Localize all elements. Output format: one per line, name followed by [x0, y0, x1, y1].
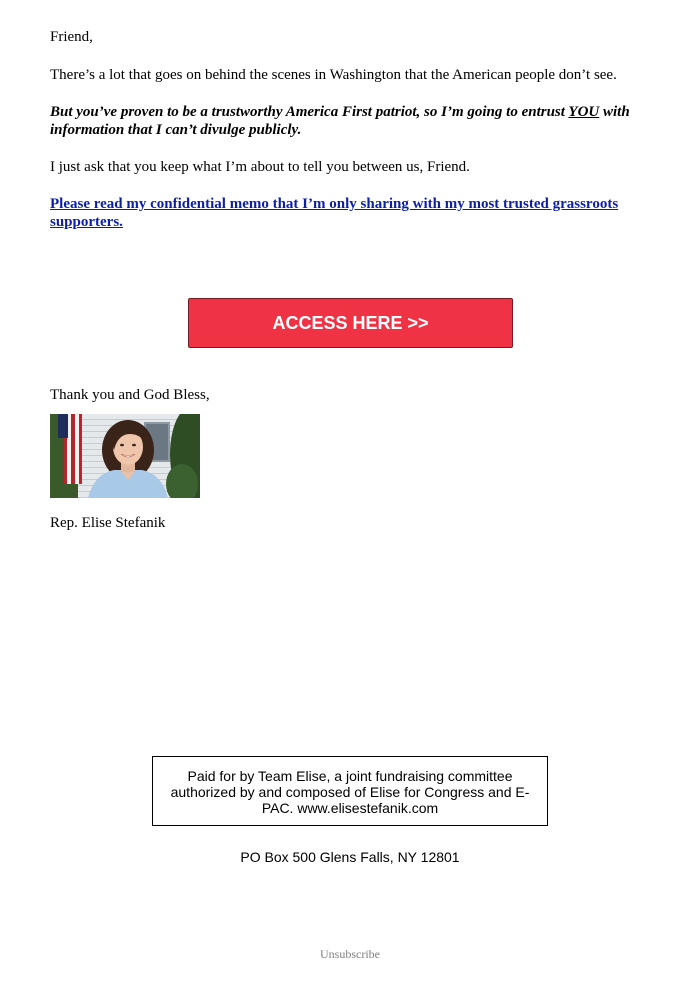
signature-photo — [50, 414, 200, 498]
memo-link[interactable]: Please read my confidential memo that I’m only sharing with my most trusted grassroots supporters. — [50, 196, 619, 230]
emphasis-text-1: But you’ve proven to be a trustworthy America First patriot, so I’m going to entrust — [50, 104, 569, 120]
emphasis-you: YOU — [568, 104, 600, 120]
intro-paragraph: There’s a lot that goes on behind the scenes in Washington that the American people don’t see. — [50, 67, 617, 83]
memo-paragraph — [50, 195, 650, 231]
unsubscribe-container — [0, 945, 700, 963]
emphasis-text-2: with information that I can’t divulge publicly. — [50, 104, 630, 138]
access-here-button[interactable]: ACCESS HERE >> — [188, 298, 513, 348]
ask-paragraph: I just ask that you keep what I’m about to tell you between us, Friend. — [50, 159, 470, 175]
portrait-image — [50, 414, 200, 498]
unsubscribe-link[interactable]: Unsubscribe — [320, 947, 380, 961]
signature-name: Rep. Elise Stefanik — [50, 515, 166, 531]
greeting: Friend, — [50, 29, 93, 45]
emphasis-paragraph — [50, 103, 650, 139]
paid-for-disclaimer: Paid for by Team Elise, a joint fundraising committee authorized by and composed of Elise for Congress and E-PAC. www.elisestefanik.com — [152, 756, 548, 826]
cta-container — [188, 298, 513, 348]
mailing-address: PO Box 500 Glens Falls, NY 12801 — [240, 849, 460, 865]
email-body — [50, 28, 650, 231]
signoff: Thank you and God Bless, — [50, 387, 210, 403]
